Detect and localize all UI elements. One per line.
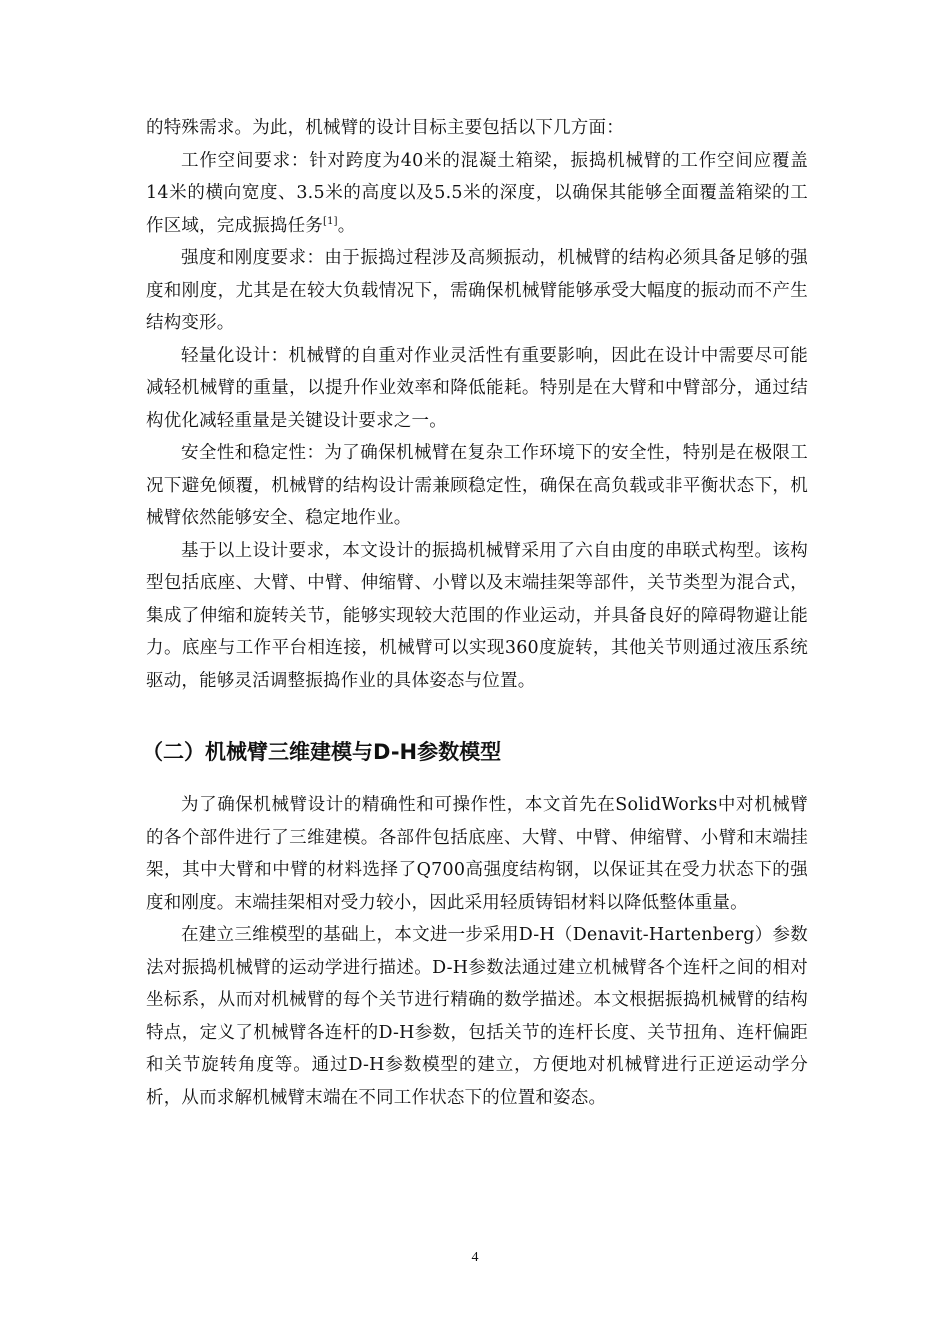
section-heading: （二）机械臂三维建模与D-H参数模型 bbox=[142, 740, 502, 764]
paragraph-configuration: 基于以上设计要求，本文设计的振捣机械臂采用了六自由度的串联式构型。该构型包括底座、大臂、中臂、伸缩臂、小臂以及末端挂架等部件，关节类型为混合式，集成了伸缩和旋转关节，能够实现较大范围的作业运动，并具备良好的障碍物避让能力。底座与工作平台相连接，机械臂可以实现360度旋转，其他关节则通过液压系统驱动，能够灵活调整振捣作业的具体姿态与位置。 bbox=[146, 540, 808, 691]
paragraph-safety-stability: 安全性和稳定性：为了确保机械臂在复杂工作环境下的安全性，特别是在极限工况下避免倾覆，机械臂的结构设计需兼顾稳定性，确保在高负载或非平衡状态下，机械臂依然能够安全、稳定地作业。 bbox=[146, 443, 808, 528]
citation-reference[interactable]: [1] bbox=[323, 215, 338, 227]
paragraph-dh-parameters: 在建立三维模型的基础上，本文进一步采用D-H（Denavit-Hartenberg）参数法对振捣机械臂的运动学进行描述。D-H参数法通过建立机械臂各个连杆之间的相对坐标系，从而对机械臂的每个关节进行精确的数学描述。本文根据振捣机械臂的结构特点，定义了机械臂各连杆的D-H参数，包括关节的连杆长度、关节扭角、连杆偏距和关节旋转角度等。通过D-H参数模型的建立，方便地对机械臂进行正逆运动学分析，从而求解机械臂末端在不同工作状态下的位置和姿态。 bbox=[146, 925, 808, 1108]
paragraph-workspace-requirement bbox=[146, 145, 808, 243]
paragraph-lightweight-design: 轻量化设计：机械臂的自重对作业灵活性有重要影响，因此在设计中需要尽可能减轻机械臂的重量，以提升作业效率和降低能耗。特别是在大臂和中臂部分，通过结构优化减轻重量是关键设计要求之一。 bbox=[146, 345, 808, 431]
paragraph-3d-modeling: 为了确保机械臂设计的精确性和可操作性，本文首先在SolidWorks中对机械臂的各个部件进行了三维建模。各部件包括底座、大臂、中臂、伸缩臂、小臂和末端挂架，其中大臂和中臂的材料选择了Q700高强度结构钢，以保证其在受力状态下的强度和刚度。末端挂架相对受力较小，因此采用轻质铸铝材料以降低整体重量。 bbox=[146, 795, 808, 913]
page-number: 4 bbox=[471, 1250, 479, 1265]
paragraph-end-punctuation: 。 bbox=[337, 215, 356, 236]
page-content bbox=[142, 112, 808, 1114]
paragraph-strength-requirement: 强度和刚度要求：由于振捣过程涉及高频振动，机械臂的结构必须具备足够的强度和刚度，尤其是在较大负载情况下，需确保机械臂能够承受大幅度的振动而不产生结构变形。 bbox=[146, 248, 808, 333]
paragraph-text: 工作空间要求：针对跨度为40米的混凝土箱梁，振捣机械臂的工作空间应覆盖14米的横向宽度、3.5米的高度以及5.5米的深度，以确保其能够全面覆盖箱梁的工作区域，完成振捣任务 bbox=[146, 150, 808, 236]
paragraph-continuation: 的特殊需求。为此，机械臂的设计目标主要包括以下几方面： bbox=[146, 118, 624, 138]
